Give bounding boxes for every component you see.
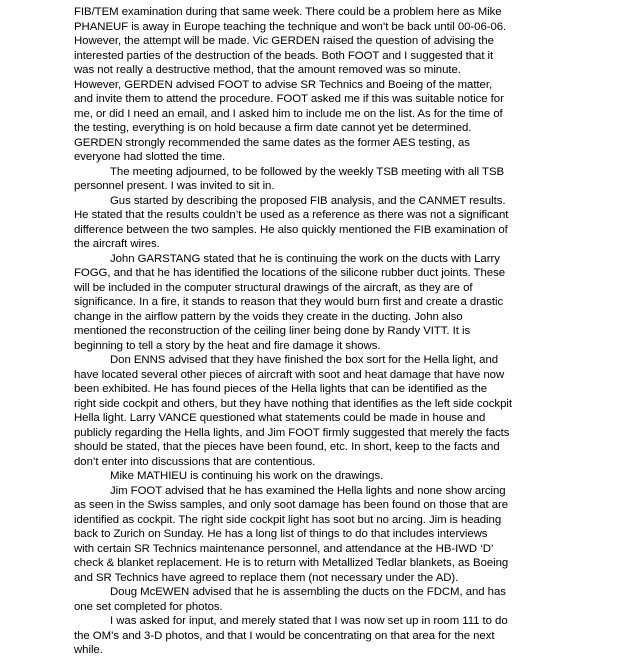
text-line: publicly regarding the Hella lights, and Jim FOOT firmly suggested that merely the facts [74, 426, 510, 439]
text-line: the aircraft wires. [74, 238, 160, 250]
text-line: Doug McEWEN advised that he is assembling the ducts on the FDCM, and has [110, 586, 506, 598]
text-line: everyone had slotted the time. [74, 151, 226, 163]
text-line: personnel present. I was invited to sit in. [74, 180, 275, 192]
text-line: However, the attempt will be made. Vic GERDEN raised the question of advising the [74, 35, 494, 47]
paragraph [74, 585, 614, 614]
text-line: identified as cockpit. The right side cockpit light has soot but no arcing. Jim is heading [74, 513, 502, 526]
text-line: check & blanket replacement. He is to return with Metallized Tedlar blankets, as Boeing [74, 557, 509, 569]
text-line: John GARSTANG stated that he is continuing the work on the ducts with Larry [110, 252, 500, 265]
text-line: will be included in the computer structural drawings of the aircraft, as they are of [74, 281, 473, 294]
text-line: Mike MATHIEU is continuing his work on the drawings. [110, 470, 384, 482]
text-line: The meeting adjourned, to be followed by the weekly TSB meeting with all TSB [110, 165, 505, 178]
paragraph [74, 469, 614, 484]
text-line: Gus started by describing the proposed FIB analysis, and the CANMET results. [110, 194, 506, 207]
text-line: He stated that the results couldn’t be used as a reference as there was not a significant [74, 209, 509, 221]
text-line: GERDEN strongly recommended the same dates as the former AES testing, as [74, 136, 470, 149]
text-line: significance. In a fire, it stands to reason that they would burn first and create a drastic [74, 296, 504, 308]
text-line: interested parties of the destruction of the beads. Both FOOT and I suggested that it [74, 49, 494, 62]
paragraph [74, 165, 614, 194]
text-line: Hella light. Larry VANCE questioned what statements could be made in house and [74, 412, 486, 424]
text-line: have located several other pieces of aircraft with soot and heat damage that have now [74, 368, 505, 381]
document-body [74, 5, 614, 658]
text-line: me, or did I need an email, and I asked him to include me on the list. As for the time of [74, 107, 503, 120]
text-line: was not really a destructive method, that the amount removed was so minute. [74, 64, 461, 76]
text-line: PHANEUF is away in Europe teaching the technique and won’t be back until 00-06-06. [74, 20, 507, 33]
paragraph [74, 614, 614, 658]
text-line: mentioned the reconstruction of the ceiling liner being done by Randy VITT. It is [74, 325, 471, 337]
paragraph [74, 252, 614, 354]
text-line: and SR Technics have agreed to replace them (not necessary under the AD). [74, 571, 459, 584]
text-line: change in the airflow pattern by the voids they create in the ducting. John also [74, 310, 463, 323]
text-line: Jim FOOT advised that he has examined the Hella lights and none show arcing [110, 484, 506, 497]
text-line: with certain SR Technics maintenance personnel, and attendance at the HB-IWD ‘D’ [74, 542, 494, 555]
text-line: one set completed for photos. [74, 600, 223, 613]
text-line: and invite them to attend the procedure. FOOT asked me if this was suitable notice for [74, 93, 504, 105]
text-line: while. [74, 644, 103, 656]
text-line: the testing, everything is on hold because a firm date cannot yet be determined. [74, 122, 472, 134]
paragraph [74, 5, 614, 165]
text-line: I was asked for input, and merely stated that I was now set up in room 111 to do [110, 615, 508, 627]
text-line: right side cockpit and others, but they have nothing that identifies as the left side cockpit [74, 397, 512, 410]
text-line: FIB/TEM examination during that same week. There could be a problem here as Mike [74, 6, 502, 18]
text-line: should be stated, that the pieces have been found, etc. In short, keep to the facts and [74, 441, 500, 453]
text-line: been exhibited. He has found pieces of the Hella lights that can be identified as the [74, 383, 488, 395]
paragraph [74, 353, 614, 469]
text-line: don’t enter into discussions that are contentious. [74, 455, 316, 468]
text-line: the OM’s and 3-D photos, and that I would be concentrating on that area for the next [74, 629, 495, 642]
text-line: However, GERDEN advised FOOT to advise SR Technics and Boeing of the matter, [74, 78, 493, 91]
text-line: difference between the two samples. He also quickly mentioned the FIB examination of [74, 223, 508, 236]
text-line: Don ENNS advised that they have finished the box sort for the Hella light, and [110, 354, 499, 366]
paragraph [74, 484, 614, 586]
text-line: FOGG, and that he has identified the locations of the silicone rubber duct joints. These [74, 267, 506, 279]
text-line: as seen in the Swiss samples, and only soot damage has been found on those that are [74, 499, 509, 511]
text-line: back to Zurich on Sunday. He has a long list of things to do that includes interviews [74, 528, 488, 540]
paragraph [74, 194, 614, 252]
text-line: beginning to tell a story by the heat and fire damage it shows. [74, 339, 381, 352]
